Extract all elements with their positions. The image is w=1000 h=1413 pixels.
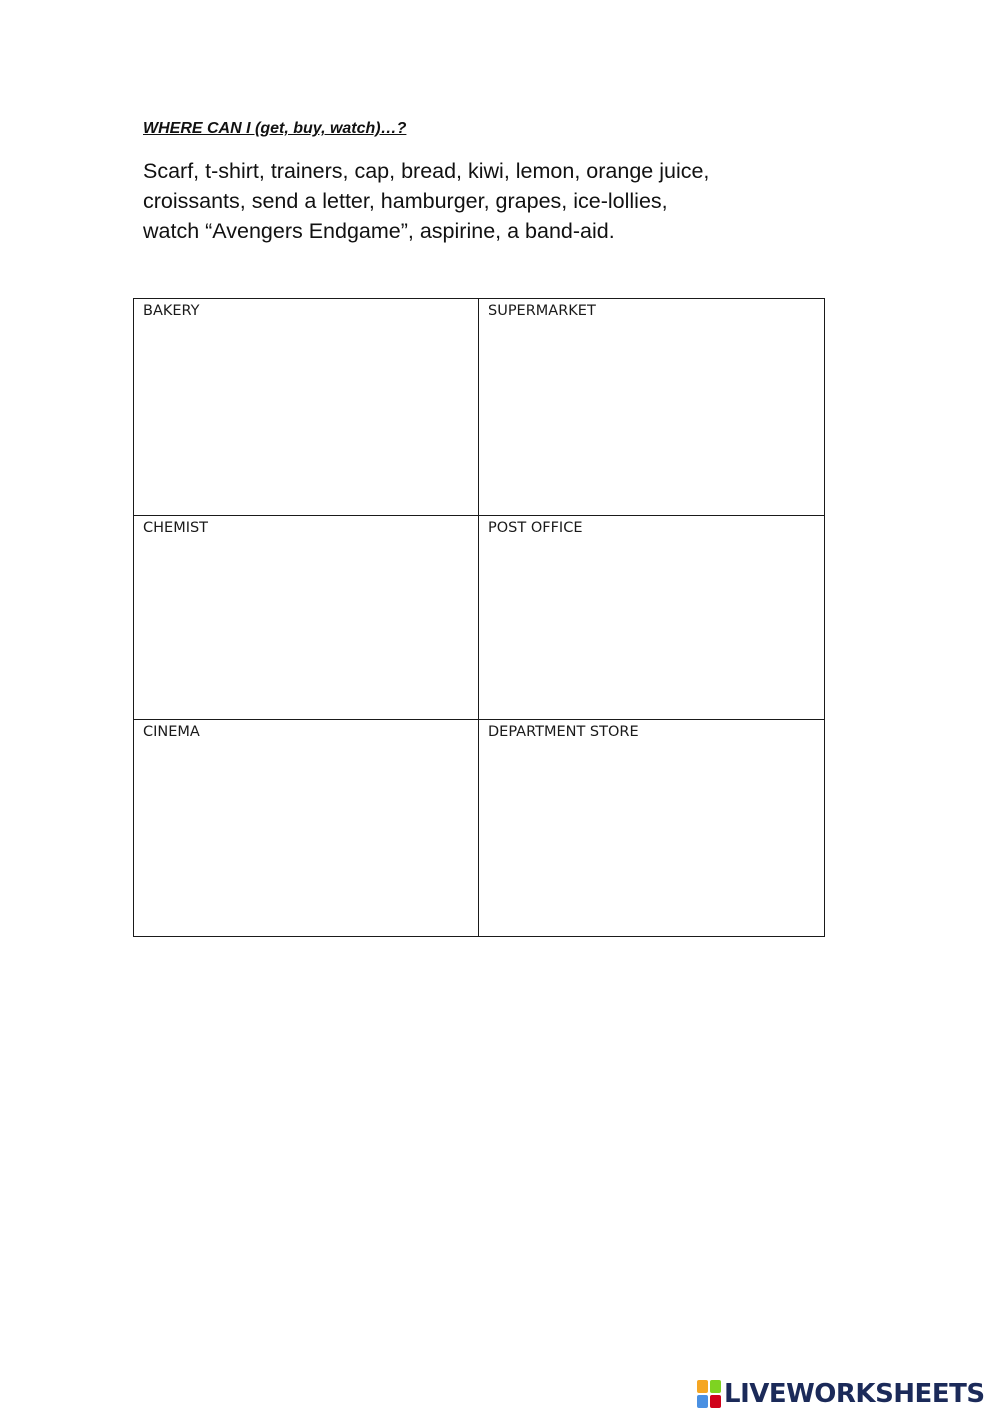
word-list [143,156,803,246]
places-table [133,298,825,937]
cell-chemist[interactable]: CHEMIST [134,516,479,720]
table-row [134,299,825,516]
cell-bakery[interactable]: BAKERY [134,299,479,516]
word-list-line: croissants, send a letter, hamburger, grapes, ice-lollies, [143,189,668,213]
table-row [134,720,825,937]
table-row [134,516,825,720]
logo-tile [697,1395,708,1408]
word-list-line: watch “Avengers Endgame”, aspirine, a band-aid. [143,219,615,243]
cell-cinema[interactable]: CINEMA [134,720,479,937]
liveworksheets-logo-icon [697,1380,721,1408]
cell-supermarket[interactable]: SUPERMARKET [479,299,825,516]
logo-tile [710,1380,721,1393]
word-list-line: Scarf, t-shirt, trainers, cap, bread, kiwi, lemon, orange juice, [143,159,710,183]
logo-tile [697,1380,708,1393]
logo-tile [710,1395,721,1408]
logo-text: LIVEWORKSHEETS [724,1379,985,1409]
worksheet-title: WHERE CAN I (get, buy, watch)…? [143,120,407,137]
cell-department-store[interactable]: DEPARTMENT STORE [479,720,825,937]
liveworksheets-logo [697,1378,985,1410]
cell-post-office[interactable]: POST OFFICE [479,516,825,720]
